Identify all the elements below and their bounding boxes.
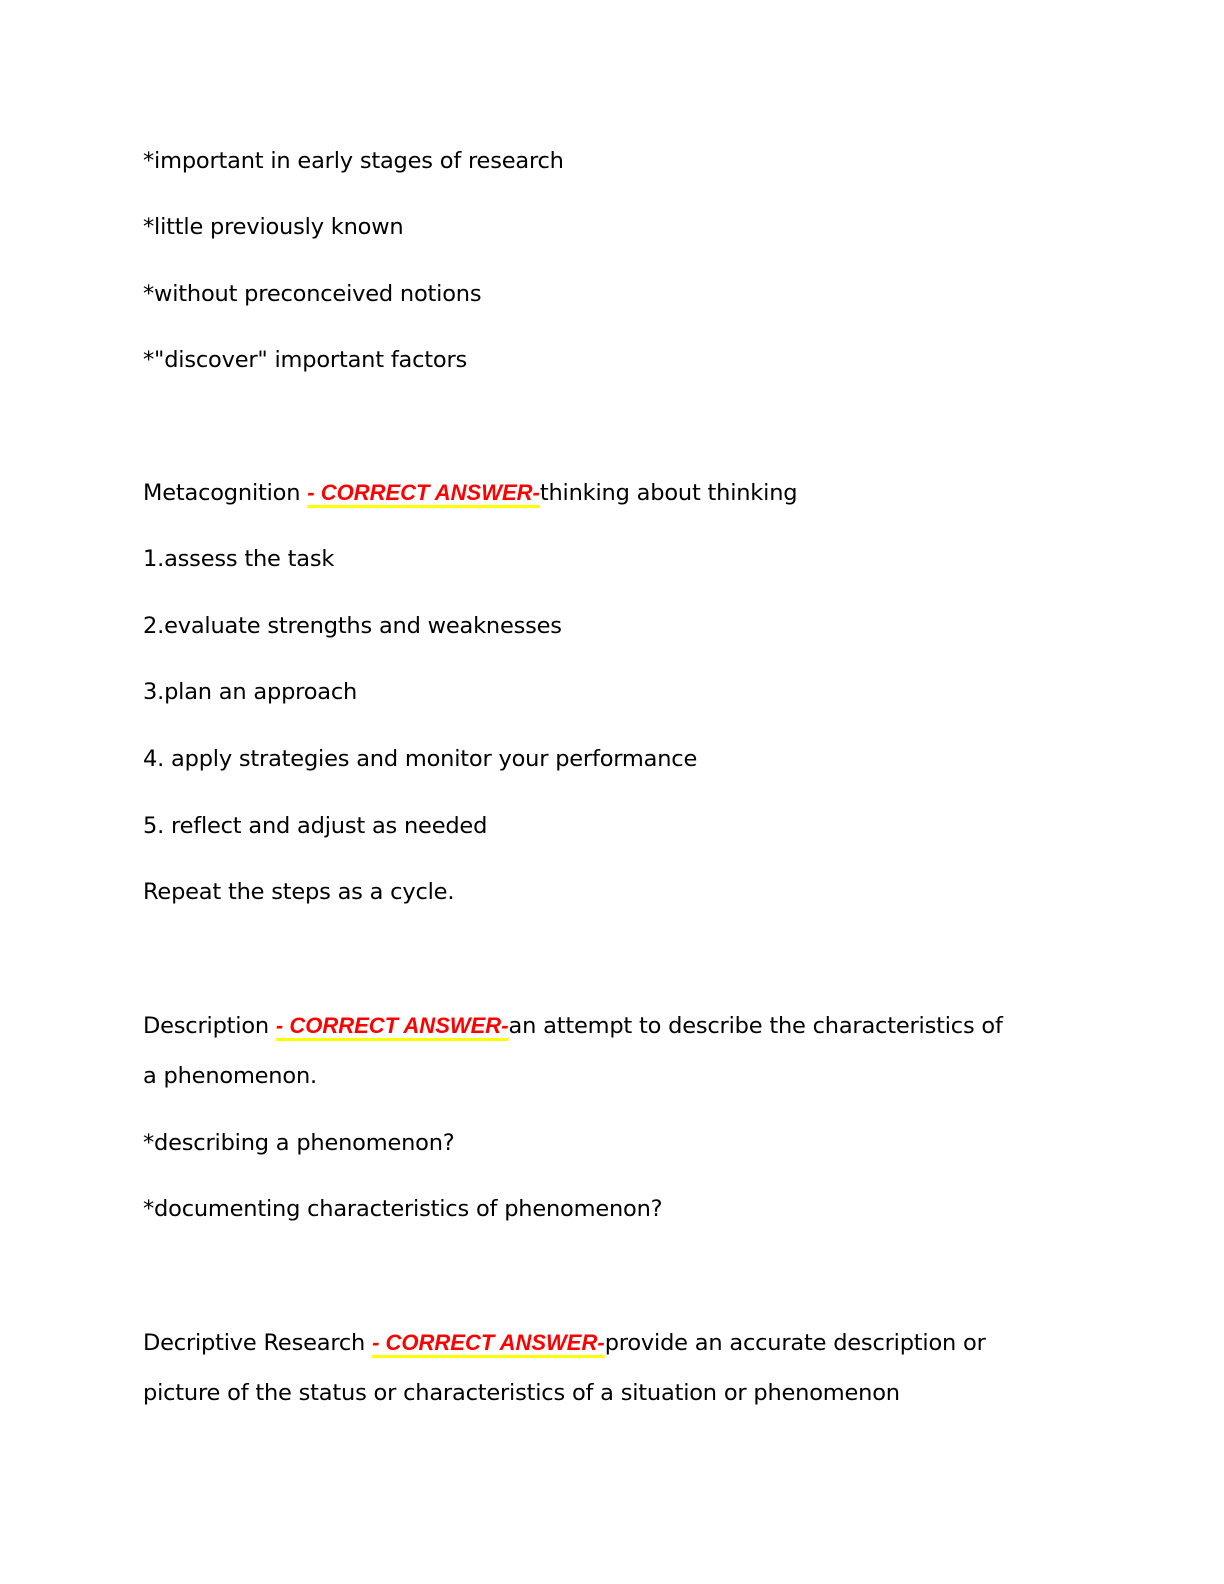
metacognition-step-2: 2.evaluate strengths and weaknesses [143,613,562,639]
intro-line-1: *important in early stages of research [143,148,564,174]
intro-line-2: *little previously known [143,214,404,240]
metacognition-note: Repeat the steps as a cycle. [143,879,455,905]
metacognition-step-1: 1.assess the task [143,546,335,572]
descriptive-research-answer-continued: picture of the status or characteristics of a situation or phenomenon [143,1380,900,1406]
metacognition-step-5: 5. reflect and adjust as needed [143,813,488,839]
intro-line-3: *without preconceived notions [143,281,482,307]
description-answer-continued: a phenomenon. [143,1063,317,1089]
description-detail-2: *documenting characteristics of phenomenon? [143,1196,663,1222]
metacognition-step-4: 4. apply strategies and monitor your performance [143,746,698,772]
correct-answer-tag: - CORRECT ANSWER- [275,1013,509,1038]
entry-answer: provide an accurate description or [604,1330,986,1356]
metacognition-entry [143,478,797,508]
description-detail-1: *describing a phenomenon? [143,1130,455,1156]
descriptive-research-entry [143,1328,986,1358]
entry-term: Decriptive Research [143,1330,373,1356]
entry-answer: an attempt to describe the characteristics of [508,1013,1003,1039]
entry-term: Metacognition [143,480,308,506]
correct-answer-tag: - CORRECT ANSWER- [372,1330,605,1355]
entry-answer: thinking about thinking [539,480,798,506]
entry-term: Description [143,1013,276,1039]
description-entry [143,1011,1003,1041]
correct-answer-tag: - CORRECT ANSWER- [307,480,540,505]
metacognition-step-3: 3.plan an approach [143,679,358,705]
intro-line-4: *"discover" important factors [143,347,468,373]
